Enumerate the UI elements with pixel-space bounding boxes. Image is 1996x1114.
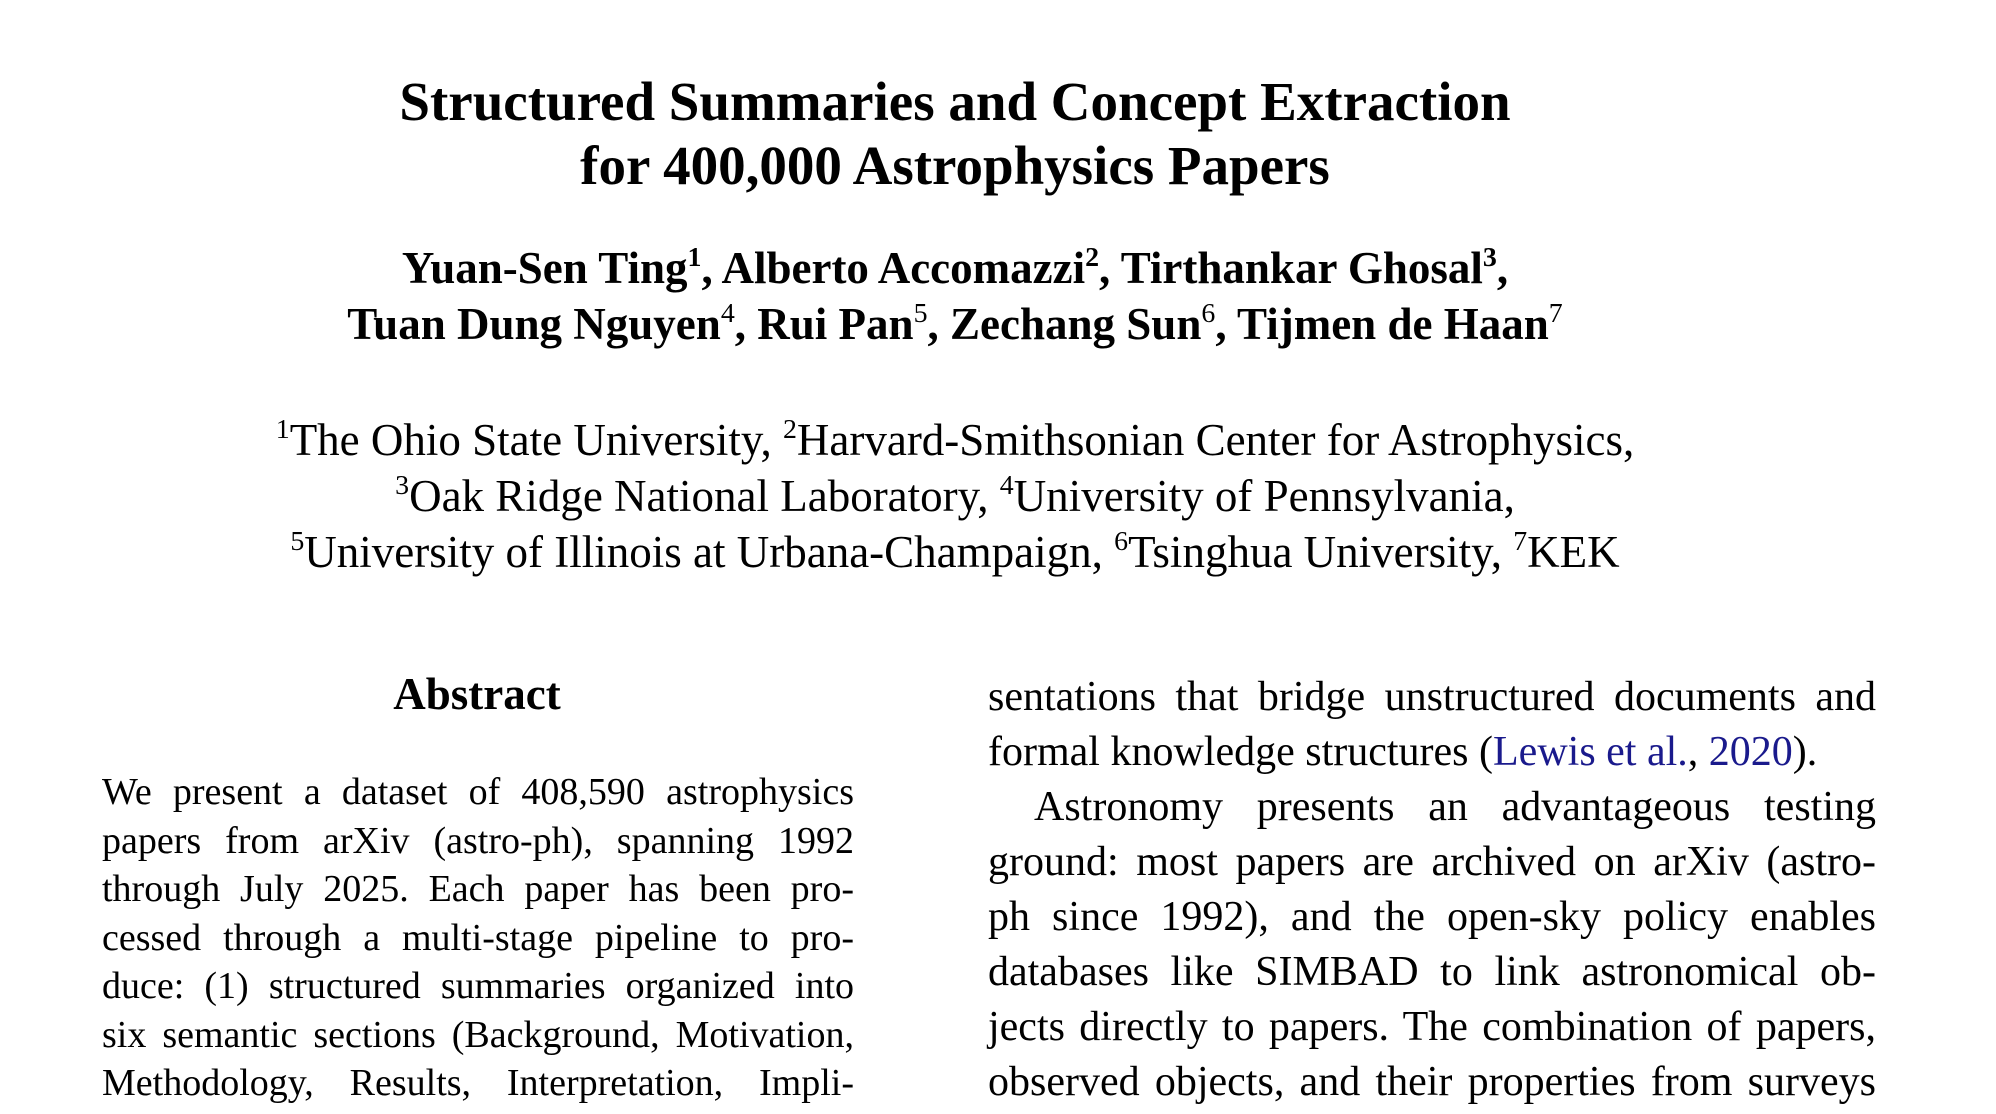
abstract-line: papers from arXiv (astro-ph), spanning 1992 (102, 819, 854, 862)
affil-marker: 3 (395, 469, 410, 501)
intro-text (988, 670, 1876, 1110)
author-name: Tijmen de Haan (1237, 299, 1549, 349)
affil-marker: 5 (290, 525, 305, 557)
citation-link-year[interactable]: 2020 (1708, 729, 1793, 775)
affiliation-line-3 (0, 524, 1910, 580)
affil-marker: 1 (275, 413, 290, 445)
affiliation-separator: , (1091, 527, 1115, 577)
citation-separator: , (1687, 729, 1709, 775)
affiliation-name: Tsinghua University (1128, 527, 1491, 577)
affiliation-name: KEK (1527, 527, 1620, 577)
affiliation-separator: , (1490, 527, 1514, 577)
affil-marker: 4 (999, 469, 1014, 501)
affiliation-name: Harvard-Smithsonian Center for Astrophysics (796, 415, 1623, 465)
abstract-line: six semantic sections (Background, Motivation, (102, 1013, 854, 1056)
body-line: ground: most papers are archived on arXiv (astro- (988, 839, 1876, 885)
affiliation-separator: , (1503, 471, 1515, 521)
author-name: Rui Pan (757, 299, 914, 349)
affiliation-name: University of Illinois at Urbana-Champaign (304, 527, 1092, 577)
body-line: Astronomy presents an advantageous testing (1034, 784, 1876, 830)
author-affil-marker: 4 (720, 297, 735, 329)
author-separator: , (1215, 299, 1238, 349)
author-name: Zechang Sun (950, 299, 1202, 349)
affiliation-name: The Ohio State University (289, 415, 761, 465)
affil-marker: 2 (782, 413, 797, 445)
author-affil-marker: 2 (1085, 241, 1100, 273)
title-line-2: for 400,000 Astrophysics Papers (580, 135, 1330, 196)
author-affil-marker: 5 (913, 297, 928, 329)
body-line: ph since 1992), and the open-sky policy enables (988, 894, 1876, 940)
author-name: Alberto Accomazzi (721, 243, 1086, 293)
abstract-line: Methodology, Results, Interpretation, Impli- (102, 1062, 854, 1104)
abstract-line: through July 2025. Each paper has been pro- (102, 868, 854, 910)
affiliation-line-1 (0, 412, 1910, 468)
affiliation-separator: , (977, 471, 1000, 521)
affiliation-name: University of Pennsylvania (1013, 471, 1504, 521)
affiliation-separator: , (1623, 415, 1635, 465)
abstract-heading: Abstract (393, 669, 561, 719)
paper-title (0, 70, 1910, 198)
abstract-text (102, 768, 854, 1108)
author-separator: , (927, 299, 951, 349)
author-affil-marker: 1 (687, 241, 702, 273)
affil-marker: 7 (1513, 525, 1528, 557)
body-line: sentations that bridge unstructured documents and (988, 674, 1876, 720)
affil-marker: 6 (1114, 525, 1129, 557)
author-line-1 (0, 240, 1910, 296)
author-line-2 (0, 296, 1910, 352)
citation-link-authors[interactable]: Lewis et al. (1493, 729, 1688, 775)
abstract-line: cessed through a multi-stage pipeline to pro- (102, 916, 854, 959)
author-name: Tuan Dung Nguyen (347, 299, 721, 349)
author-affil-marker: 3 (1482, 241, 1497, 273)
affiliation-line-2 (0, 468, 1910, 524)
abstract-line: We present a dataset of 408,590 astrophysics (102, 771, 854, 813)
affiliation-separator: , (760, 415, 783, 465)
author-separator: , (1099, 243, 1121, 293)
author-separator: , (734, 299, 758, 349)
body-line: observed objects, and their properties from surveys (988, 1059, 1876, 1105)
body-text: ). (1792, 729, 1818, 775)
body-line: databases like SIMBAD to link astronomical ob- (988, 949, 1876, 995)
author-list (0, 240, 1910, 352)
affiliation-name: Oak Ridge National Laboratory (409, 471, 978, 521)
author-name: Tirthankar Ghosal (1120, 243, 1483, 293)
title-line-1: Structured Summaries and Concept Extraction (399, 71, 1511, 132)
body-line: jects directly to papers. The combination of papers, (988, 1004, 1876, 1050)
author-affil-marker: 7 (1548, 297, 1563, 329)
body-line-with-citation (988, 725, 1876, 780)
abstract-line: duce: (1) structured summaries organized into (102, 965, 854, 1007)
author-separator: , (701, 243, 722, 293)
author-separator: , (1496, 243, 1509, 293)
author-name: Yuan-Sen Ting (401, 243, 688, 293)
body-text: formal knowledge structures ( (988, 729, 1494, 775)
affiliation-list (0, 412, 1910, 580)
author-affil-marker: 6 (1201, 297, 1216, 329)
